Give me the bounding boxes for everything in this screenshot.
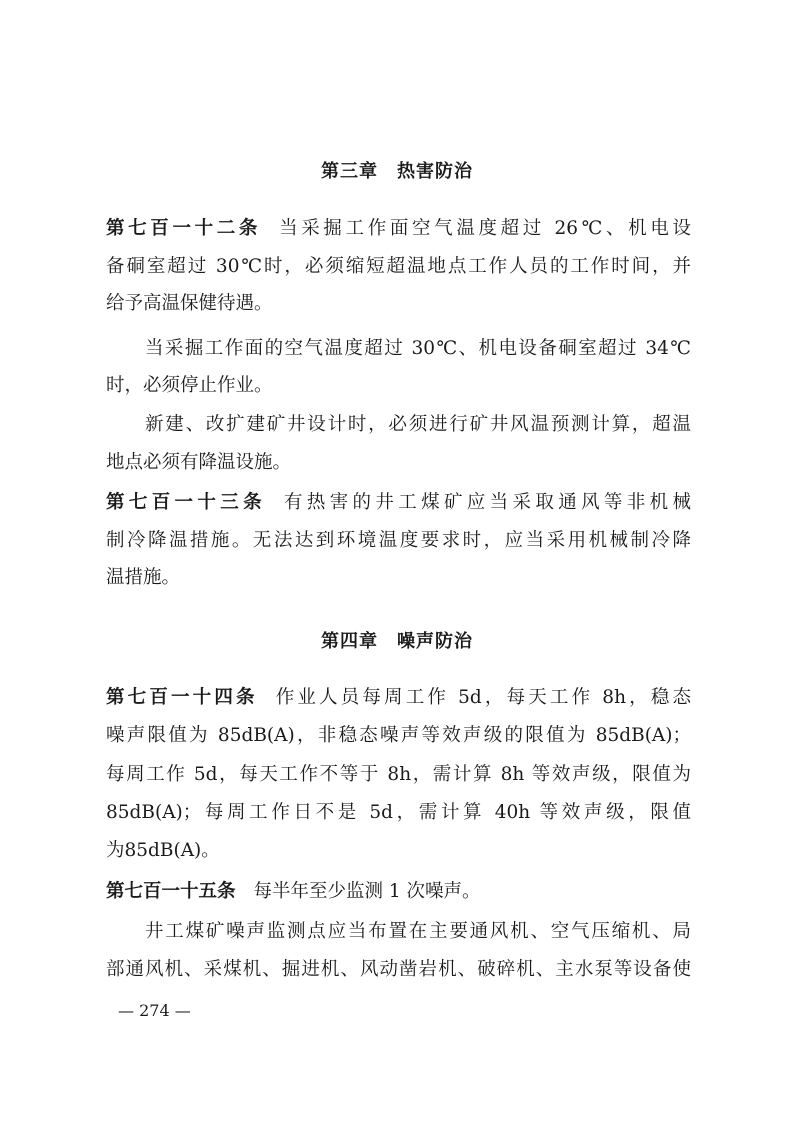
article-714-line-2: 噪声限值为 85dB(A)，非稳态噪声等效声级的限值为 85dB(A)； bbox=[106, 725, 691, 746]
article-712-para-3-line-2: 地点必须有降温设施。 bbox=[106, 452, 292, 473]
article-713-line-3: 温措施。 bbox=[106, 567, 181, 588]
article-714-line-1 bbox=[106, 686, 691, 710]
article-715-line-1 bbox=[106, 880, 691, 904]
article-715-para-2-line-1: 井工煤矿噪声监测点应当布置在主要通风机、空气压缩机、局 bbox=[145, 921, 691, 942]
article-713-line-1 bbox=[106, 491, 691, 515]
article-712-text: 当采掘工作面空气温度超过 26℃、机电设 bbox=[279, 218, 691, 239]
article-712-line-1 bbox=[106, 217, 691, 241]
chapter-4-heading: 第四章 噪声防治 bbox=[321, 631, 473, 652]
article-714-line-3: 每周工作 5d，每天工作不等于 8h，需计算 8h 等效声级，限值为 bbox=[106, 764, 691, 785]
article-713-line-2: 制冷降温措施。无法达到环境温度要求时，应当采用机械制冷降 bbox=[106, 530, 691, 551]
article-715-text: 每半年至少监测 1 次噪声。 bbox=[253, 881, 481, 902]
article-712-para-2-line-1: 当采掘工作面的空气温度超过 30℃、机电设备硐室超过 34℃ bbox=[145, 338, 691, 359]
article-715-heading: 第七百一十五条 bbox=[106, 881, 236, 902]
article-712-line-3: 给予高温保健待遇。 bbox=[106, 293, 273, 314]
article-712-line-2: 备硐室超过 30℃时，必须缩短超温地点工作人员的工作时间，并 bbox=[106, 256, 691, 277]
article-712-heading: 第七百一十二条 bbox=[106, 218, 262, 239]
article-714-text: 作业人员每周工作 5d，每天工作 8h，稳态 bbox=[275, 687, 691, 708]
article-714-line-5: 为85dB(A)。 bbox=[106, 840, 220, 861]
article-714-heading: 第七百一十四条 bbox=[106, 687, 258, 708]
article-712-para-2-line-2: 时，必须停止作业。 bbox=[106, 375, 273, 396]
article-713-text: 有热害的井工煤矿应当采取通风等非机械 bbox=[283, 492, 691, 513]
article-713-heading: 第七百一十三条 bbox=[106, 492, 266, 513]
article-712-para-3-line-1: 新建、改扩建矿井设计时，必须进行矿井风温预测计算，超温 bbox=[145, 414, 691, 435]
article-715-para-2-line-2: 部通风机、采煤机、掘进机、风动凿岩机、破碎机、主水泵等设备使 bbox=[106, 959, 691, 980]
page-number: — 274 — bbox=[118, 1001, 191, 1020]
chapter-3-heading: 第三章 热害防治 bbox=[321, 161, 473, 182]
article-714-line-4: 85dB(A)；每周工作日不是 5d，需计算 40h 等效声级，限值 bbox=[106, 802, 691, 823]
